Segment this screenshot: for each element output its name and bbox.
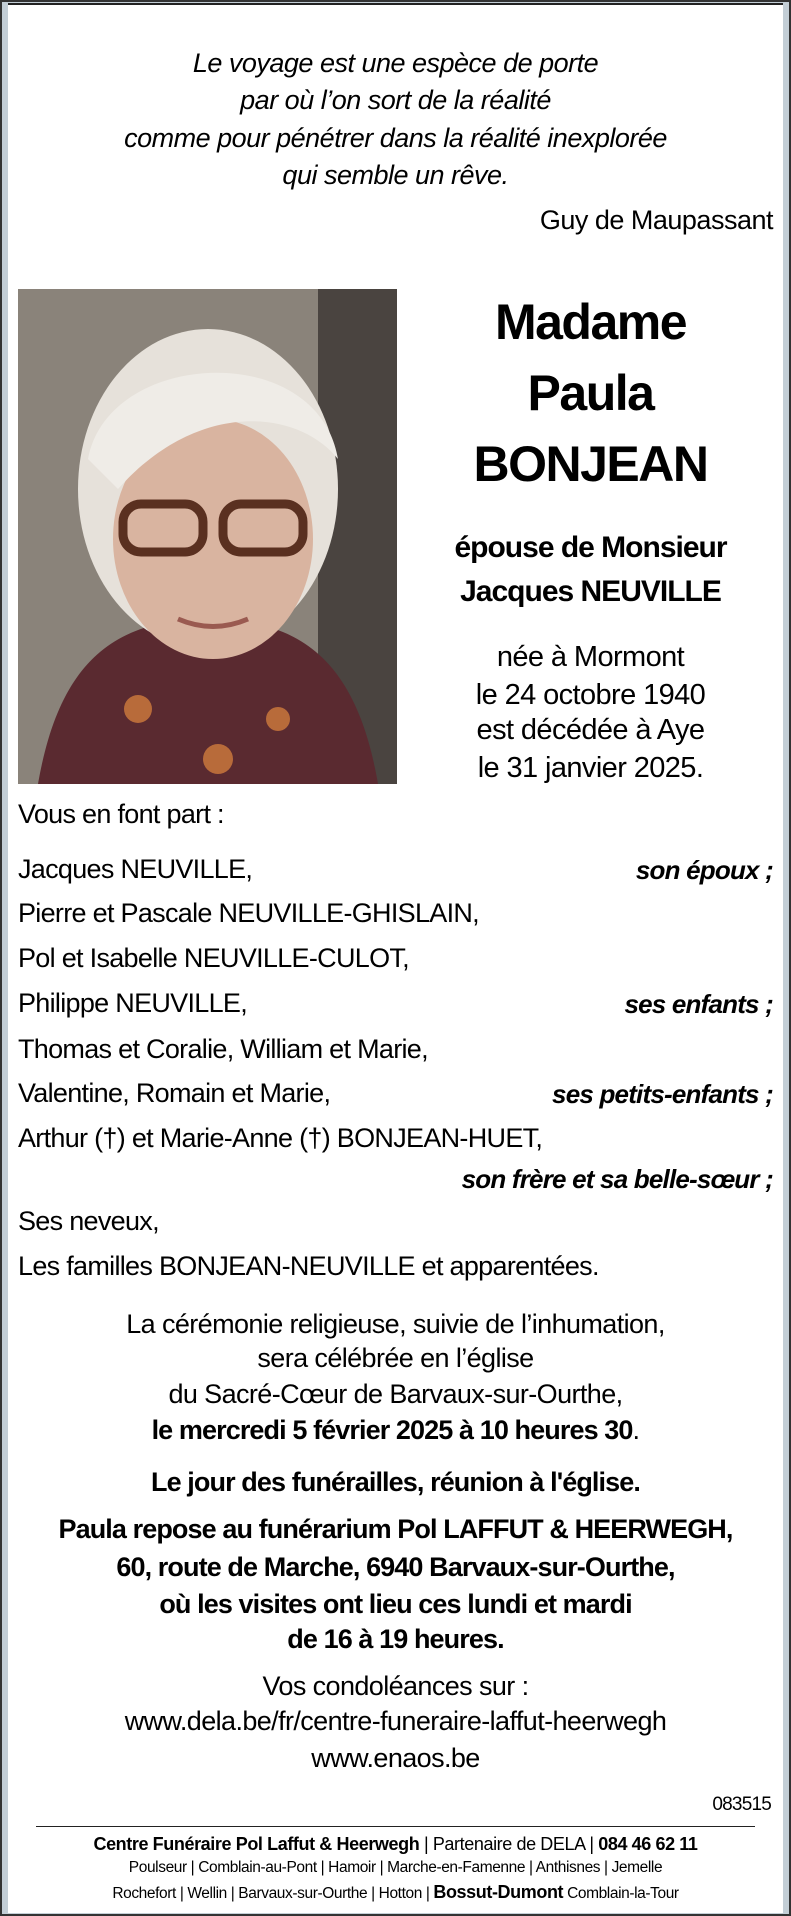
family-role: ses petits-enfants ;	[552, 1079, 773, 1109]
footer-company-line	[8, 1835, 783, 1853]
visit-line: 60, route de Marche, 6940 Barvaux-sur-Ourthe,	[116, 1552, 675, 1582]
condolences-label: Vos condoléances sur :	[262, 1671, 529, 1701]
family-line: Pol et Isabelle NEUVILLE-CULOT,	[18, 943, 409, 973]
condolences-link-dela[interactable]: www.dela.be/fr/centre-funeraire-laffut-heerwegh	[124, 1706, 667, 1736]
ceremony-date-end: .	[632, 1415, 640, 1445]
visit-line: où les visites ont lieu ces lundi et mardi	[159, 1589, 632, 1619]
announce-intro: Vous en font part :	[18, 799, 224, 829]
reference-number: 083515	[712, 1794, 771, 1815]
birth-date: le 24 octobre 1940	[475, 679, 706, 711]
family-line: Jacques NEUVILLE,	[18, 854, 253, 884]
footer-locations-text: Rochefort | Wellin | Barvaux-sur-Ourthe | Hotton |	[112, 1885, 434, 1902]
visit-line: Paula repose au funérarium Pol LAFFUT & HEERWEGH,	[58, 1514, 733, 1544]
ceremony-line: La cérémonie religieuse, suivie de l’inhumation,	[126, 1309, 665, 1339]
death-place: est décédée à Aye	[476, 714, 705, 746]
portrait-photo	[18, 289, 397, 784]
family-role: son époux ;	[635, 855, 773, 885]
ceremony-line: sera célébrée en l’église	[257, 1343, 534, 1373]
quote-author: Guy de Maupassant	[539, 205, 773, 235]
meeting-line: Le jour des funérailles, réunion à l'église.	[151, 1467, 640, 1497]
ceremony-line: du Sacré-Cœur de Barvaux-sur-Ourthe,	[168, 1379, 623, 1409]
quote-line: par où l’on sort de la réalité	[240, 85, 551, 115]
family-line: Les familles BONJEAN-NEUVILLE et apparentées.	[18, 1251, 599, 1281]
family-line: Thomas et Coralie, William et Marie,	[18, 1034, 428, 1064]
footer-partner: Partenaire de DELA	[432, 1834, 585, 1854]
footer-brand-location: Comblain-la-Tour	[563, 1885, 679, 1902]
footer-company: Centre Funéraire Pol Laffut & Heerwegh	[93, 1834, 420, 1854]
quote-line: comme pour pénétrer dans la réalité inexplorée	[124, 123, 667, 153]
family-line: Valentine, Romain et Marie,	[18, 1078, 331, 1108]
ceremony-date	[8, 1417, 783, 1444]
family-line: Pierre et Pascale NEUVILLE-GHISLAIN,	[18, 898, 479, 928]
deceased-last-name: BONJEAN	[473, 436, 708, 492]
family-line: Ses neveux,	[18, 1206, 159, 1236]
family-line: Arthur (†) et Marie-Anne (†) BONJEAN-HUET,	[18, 1123, 543, 1153]
deceased-first-name: Paula	[527, 365, 654, 421]
family-role: ses enfants ;	[624, 989, 773, 1019]
spouse-name: Jacques NEUVILLE	[460, 575, 721, 608]
footer-locations: Poulseur | Comblain-au-Pont | Hamoir | Marche-en-Famenne | Anthisnes | Jemelle	[128, 1859, 663, 1876]
footer-divider	[36, 1826, 755, 1827]
condolences-link-enaos[interactable]: www.enaos.be	[311, 1743, 480, 1773]
separator: |	[584, 1834, 599, 1854]
deceased-title: Madame	[494, 294, 687, 350]
birth-place: née à Mormont	[496, 641, 685, 673]
obituary-notice	[8, 3, 783, 1913]
separator: |	[419, 1834, 433, 1854]
death-date: le 31 janvier 2025.	[477, 752, 704, 784]
spouse-line: épouse de Monsieur	[454, 531, 727, 564]
footer-locations-2	[8, 1883, 783, 1902]
footer-brand: Bossut-Dumont	[433, 1882, 564, 1902]
visit-line: de 16 à 19 heures.	[287, 1624, 504, 1654]
quote-line: qui semble un rêve.	[282, 160, 509, 190]
footer-phone: 084 46 62 11	[598, 1834, 698, 1854]
ceremony-date-text: le mercredi 5 février 2025 à 10 heures 30	[151, 1415, 633, 1445]
quote-line: Le voyage est une espèce de porte	[192, 48, 599, 78]
family-role: son frère et sa belle-sœur ;	[461, 1164, 773, 1194]
family-line: Philippe NEUVILLE,	[18, 988, 248, 1018]
